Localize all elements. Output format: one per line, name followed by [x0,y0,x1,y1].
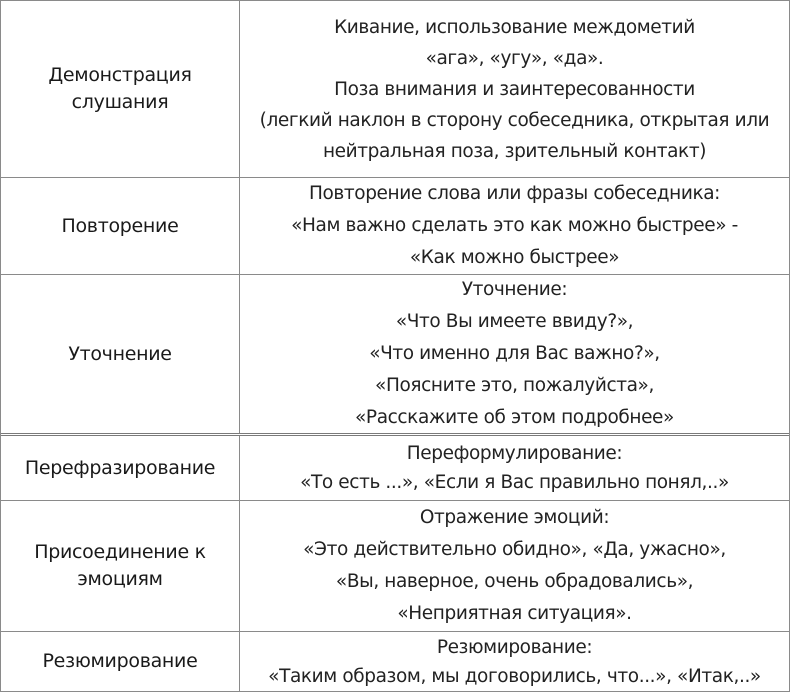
table-row-clarification [1,274,789,433]
description-line: Переформулирование: [406,443,623,464]
description-line: (легкий наклон в сторону собеседника, открытая или [259,109,770,131]
table-row-listening-demonstration [1,1,789,177]
description-line: «Поясните это, пожалуйста», [375,375,654,396]
term-cell: Уточнение [1,275,240,433]
description-line: «Что Вы имеете ввиду?», [395,311,634,332]
term-cell: Повторение [1,178,240,274]
description-line: нейтральная поза, зрительный контакт) [322,140,707,162]
description-line: «То есть ...», «Если я Вас правильно понял,..» [300,472,729,493]
description-line: «Что именно для Вас важно?», [369,343,660,364]
description-line: «Нам важно сделать это как можно быстрее» - [291,215,738,236]
table-row-summarizing [1,631,789,691]
term-cell: Резюмирование [1,632,240,691]
description-line: Кивание, использование междометий [334,16,695,38]
description-line: «Таким образом, мы договорились, что...», «Итак,..» [268,665,761,687]
description-line: Резюмирование: [436,636,593,658]
description-line: «Это действительно обидно», «Да, ужасно», [303,539,726,560]
description-line: Отражение эмоций: [419,507,610,528]
description-cell [240,275,789,433]
description-cell [240,632,789,691]
description-line: Поза внимания и заинтересованности [334,78,695,100]
description-cell [240,1,789,177]
description-cell [240,178,789,274]
term-cell: Демонстрация слушания [1,1,240,177]
table-row-paraphrasing [1,433,789,500]
term-cell: Присоединение к эмоциям [1,501,240,631]
description-line: «Расскажите об этом подробнее» [355,407,674,428]
description-line: «Как можно быстрее» [409,247,620,268]
description-line: «Вы, наверное, очень обрадовались», [335,571,694,592]
term-cell: Перефразирование [1,436,240,500]
description-line: «Неприятная ситуация». [397,603,632,624]
description-line: «ага», «угу», «да». [425,47,604,69]
table-row-emotion-joining [1,500,789,631]
description-line: Повторение слова или фразы собеседника: [308,183,721,204]
description-cell [240,501,789,631]
table-row-repetition [1,177,789,274]
description-line: Уточнение: [461,279,568,300]
description-cell [240,436,789,500]
